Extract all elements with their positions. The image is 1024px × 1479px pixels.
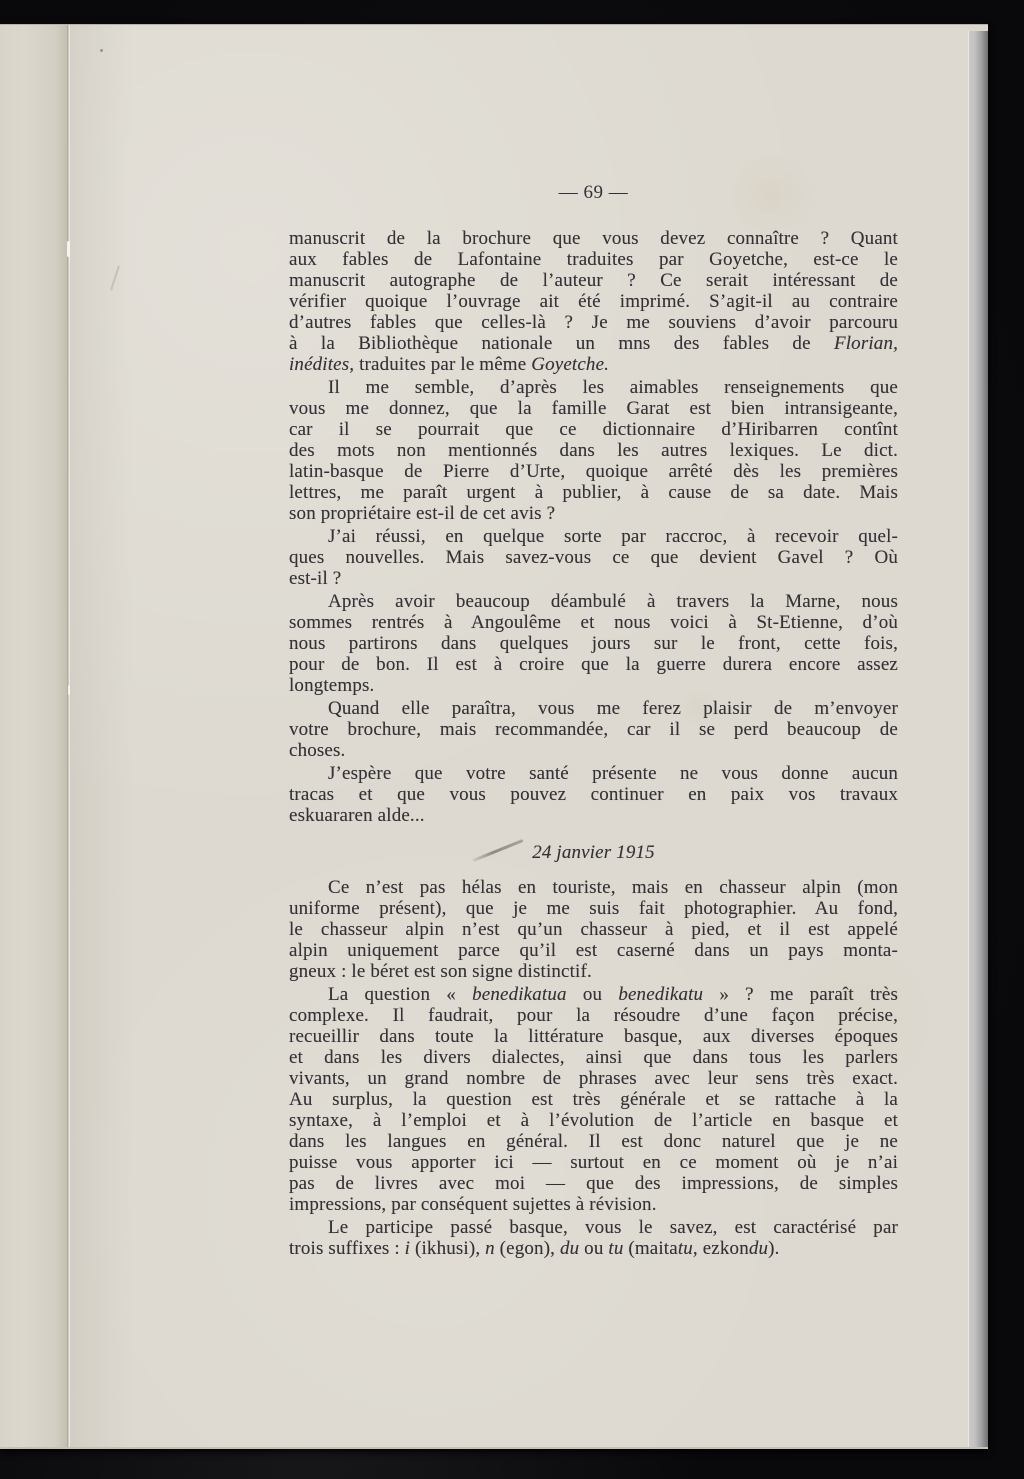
text-line: vivants, un grand nombre de phrases avec leur sens très exact. — [289, 1068, 898, 1089]
paragraph — [289, 1217, 898, 1259]
text-line: J’ai réussi, en quelque sorte par raccroc, à recevoir quel- — [328, 526, 898, 547]
page-paper — [70, 25, 968, 1447]
text-line: dans les langues en général. Il est donc naturel que je ne — [289, 1131, 898, 1152]
text-line: eskuararen alde... — [289, 805, 425, 826]
text-line: complexe. Il faudrait, pour la résoudre d’une façon précise, — [289, 1005, 898, 1026]
text-line: votre brochure, mais recommandée, car il se perd beaucoup de — [289, 719, 898, 740]
text-line: inédites, traduites par le même Goyetche. — [289, 354, 610, 375]
text-line: Il me semble, d’après les aimables renseignements que — [328, 377, 898, 398]
text-line: tracas et que vous pouvez continuer en paix vos travaux — [289, 784, 898, 805]
text-line: le chasseur alpin n’est qu’un chasseur à pied, et il est appelé — [289, 919, 898, 940]
text-line: pas de livres avec moi — que des impressions, de simples — [289, 1173, 898, 1194]
paper-scratch — [110, 265, 120, 290]
text-line: nous partirons dans quelques jours sur le front, cette fois, — [289, 633, 898, 654]
text-line: latin-basque de Pierre d’Urte, quoique arrêté dès les premières — [289, 461, 898, 482]
text-line: aux fables de Lafontaine traduites par Goyetche, est-ce le — [289, 249, 898, 270]
text-line: syntaxe, à l’emploi et à l’évolution de l’article en basque et — [289, 1110, 898, 1131]
paragraph — [289, 377, 898, 524]
text-line: car il se pourrait que ce dictionnaire d’Hiribarren contînt — [289, 419, 898, 440]
text-line: pour de bon. Il est à croire que la guerre durera encore assez — [289, 654, 898, 675]
text-line: vérifier quoique l’ouvrage ait été imprimé. S’agit-il au contraire — [289, 291, 898, 312]
text-line: vous me donnez, que la famille Garat est bien intransigeante, — [289, 398, 898, 419]
text-line: longtemps. — [289, 675, 375, 696]
text-line: manuscrit de la brochure que vous devez connaître ? Quant — [289, 228, 898, 249]
paragraph — [289, 698, 898, 761]
text-line: d’autres fables que celles-là ? Je me souviens d’avoir parcouru — [289, 312, 898, 333]
facing-page-edge — [0, 25, 70, 1447]
page-stack-edge — [968, 31, 988, 1447]
page-text — [289, 228, 898, 1261]
text-line: Au surplus, la question est très générale et se rattache à la — [289, 1089, 898, 1110]
paragraph — [289, 526, 898, 589]
text-line: Quand elle paraîtra, vous me ferez plaisir de m’envoyer — [328, 698, 898, 719]
text-line: alpin uniquement parce qu’il est caserné dans un pays monta- — [289, 940, 898, 961]
text-line: sommes rentrés à Angoulême et nous voici à St-Etienne, d’où — [289, 612, 898, 633]
text-line: trois suffixes : i (ikhusi), n (egon), du ou tu (maitatu, ezkondu). — [289, 1238, 780, 1259]
text-line: J’espère que votre santé présente ne vous donne aucun — [328, 763, 898, 784]
text-line: et dans les divers dialectes, ainsi que dans tous les parlers — [289, 1047, 898, 1068]
page-number-heading: — 69 — — [558, 182, 629, 203]
text-line: ques nouvelles. Mais savez-vous ce que devient Gavel ? Où — [289, 547, 898, 568]
text-line: Le participe passé basque, vous le savez, est caractérisé par — [328, 1217, 898, 1238]
date-heading: 24 janvier 1915 — [532, 842, 655, 863]
paragraph — [289, 591, 898, 696]
text-line: à la Bibliothèque nationale un mns des fables de Florian, — [289, 333, 898, 354]
text-line: des mots non mentionnés dans les autres lexiques. Le dict. — [289, 440, 898, 461]
book-page — [0, 24, 988, 1449]
text-line: uniforme présent), que je me suis fait photographier. Au fond, — [289, 898, 898, 919]
paper-scratch — [100, 49, 103, 52]
text-line: est-il ? — [289, 568, 342, 589]
text-line: gneux : le béret est son signe distinctif. — [289, 961, 592, 982]
text-line: choses. — [289, 740, 346, 761]
paragraph — [289, 877, 898, 982]
text-line: recueillir dans toute la littérature basque, aux diverses époques — [289, 1026, 898, 1047]
paragraph — [289, 228, 898, 375]
text-line: impressions, par conséquent sujettes à révision. — [289, 1194, 657, 1215]
text-line: puisse vous apporter ici — surtout en ce moment où je n’ai — [289, 1152, 898, 1173]
text-line: Ce n’est pas hélas en touriste, mais en chasseur alpin (mon — [328, 877, 898, 898]
text-line: son propriétaire est-il de cet avis ? — [289, 503, 556, 524]
text-line: lettres, me paraît urgent à publier, à cause de sa date. Mais — [289, 482, 898, 503]
text-line: La question « benedikatua ou benedikatu » ? me paraît très — [328, 984, 898, 1005]
text-line: Après avoir beaucoup déambulé à travers la Marne, nous — [328, 591, 898, 612]
paragraph — [289, 763, 898, 826]
paragraph — [289, 984, 898, 1215]
text-line: manuscrit autographe de l’auteur ? Ce serait intéressant de — [289, 270, 898, 291]
